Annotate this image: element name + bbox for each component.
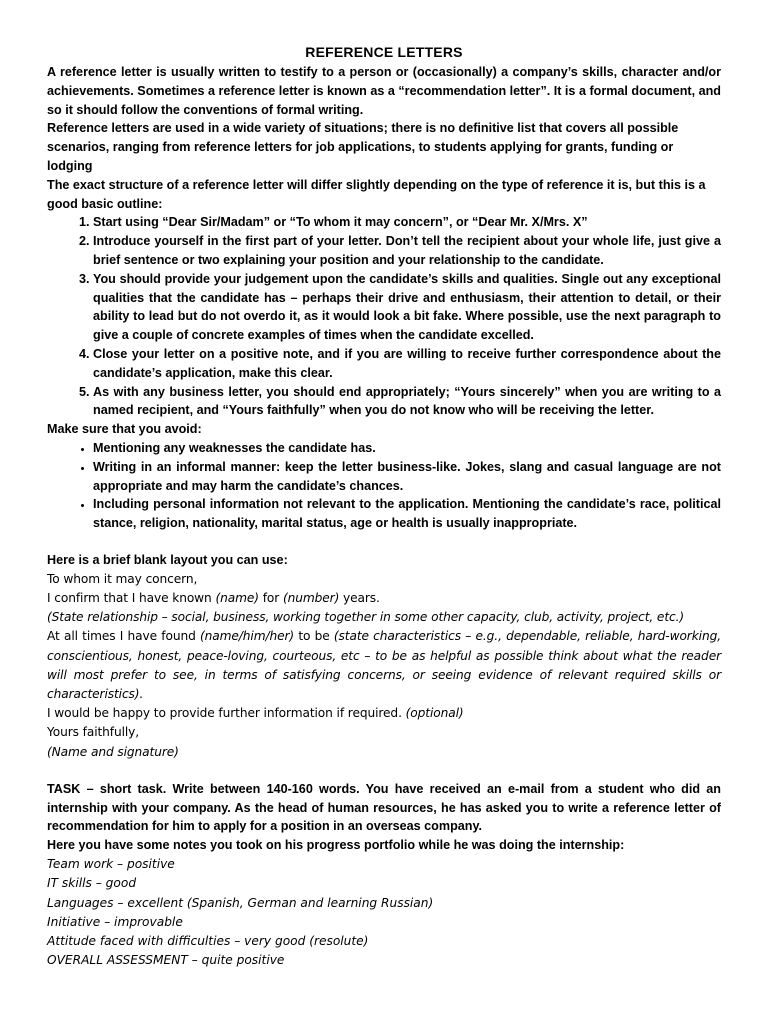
intro-paragraph: The exact structure of a reference letter will differ slightly depending on the type of reference it is, but this is a good basic outline: — [47, 177, 706, 211]
layout-signature: (Name and signature) — [47, 744, 179, 759]
note-item: Languages – excellent (Spanish, German and learning Russian) — [47, 895, 434, 910]
layout-relationship: (State relationship – social, business, working together in some other capacity, club, activity, project, etc.) — [47, 610, 685, 625]
avoid-item: • Including personal information not relevant to the application. Mentioning the candidate’s race, political stance, religion, nationality, marital status, age or health is usually inappropriate. — [93, 495, 721, 533]
letter-layout — [47, 570, 721, 762]
avoid-heading: Make sure that you avoid: — [47, 422, 202, 437]
layout-found-line: At all times I have found (name/him/her) to be (state characteristics – e.g., dependable, reliable, hard-working, conscientious, honest, peace-loving, courteous, etc – to be as helpful as possible think about what the reader will most prefer to see, in terms of satisfying concerns, or seeing evidence of relevant required skills or characteristics). — [47, 629, 721, 701]
optional-placeholder: (optional) — [405, 706, 464, 721]
task-description: TASK – short task. Write between 140-160 words. You have received an e-mail from a student who did an internship with your company. As the head of human resources, he has asked you to write a reference letter of recommendation for him to apply for a position in an overseas company. — [47, 781, 721, 834]
task-notes-intro: Here you have some notes you took on his progress portfolio while he was doing the internship: — [47, 838, 625, 853]
outline-item: 4. Close your letter on a positive note, and if you are willing to receive further correspondence about the candidate’s application, make this clear. — [93, 345, 721, 383]
intro-paragraph: Reference letters are used in a wide variety of situations; there is no definitive list that covers all possible scenarios, ranging from reference letters for job applications, to students applying for grants, funding or lodging — [47, 121, 679, 173]
outline-item: 1. Start using “Dear Sir/Madam” or “To whom it may concern”, or “Dear Mr. X/Mrs. X” — [93, 213, 721, 232]
layout-further-line: I would be happy to provide further information if required. (optional) — [47, 706, 464, 721]
task-section — [47, 780, 721, 855]
layout-confirm-line: I confirm that I have known (name) for (number) years. — [47, 590, 380, 605]
layout-greeting: To whom it may concern, — [47, 571, 198, 586]
note-item: Team work – positive — [47, 856, 175, 871]
name-placeholder: (name) — [215, 590, 259, 605]
note-item: IT skills – good — [47, 876, 137, 891]
characteristics-placeholder: (state characteristics – e.g., dependable, reliable, hard-working, conscientious, honest, peace-loving, courteous, etc – to be as helpful as possible think about what the reader will most prefer to see, in terms of satisfying concerns, or seeing evidence of relevant required skills or characteristics). — [47, 629, 721, 701]
note-item: OVERALL ASSESSMENT – quite positive — [47, 953, 285, 968]
number-placeholder: (number) — [282, 590, 340, 605]
section-spacer — [47, 762, 721, 780]
outline-item: 3. You should provide your judgement upon the candidate’s skills and qualities. Single out any exceptional qualities that the candidate has – perhaps their drive and enthusiasm, their attention to detail, or their ability to lead but do not overdo it, as it would look a bit fake. Where possible, use the next paragraph to give a couple of concrete examples of times when the candidate excelled. — [93, 270, 721, 345]
document-page — [47, 42, 721, 971]
page-title: REFERENCE LETTERS — [305, 44, 463, 60]
note-item: Attitude faced with difficulties – very good (resolute) — [47, 934, 369, 949]
layout-heading: Here is a brief blank layout you can use: — [47, 552, 288, 567]
avoid-list — [47, 439, 721, 533]
avoid-item: • Mentioning any weaknesses the candidate has. — [93, 439, 721, 458]
outline-item: 2. Introduce yourself in the first part of your letter. Don’t tell the recipient about your whole life, just give a brief sentence or two explaining your position and your relationship to the candidate. — [93, 232, 721, 270]
intro-paragraph: A reference letter is usually written to testify to a person or (occasionally) a company’s skills, character and/or achievements. Sometimes a reference letter is known as a “recommendation letter”. It is a formal document, and so it should follow the conventions of formal writing. — [47, 65, 721, 117]
layout-closing: Yours faithfully, — [47, 725, 140, 740]
outline-item: 5. As with any business letter, you should end appropriately; “Yours sincerely” when you are writing to a named recipient, and “Yours faithfully” when you do not know who will be receiving the letter. — [93, 383, 721, 421]
outline-list — [47, 213, 721, 420]
avoid-item: • Writing in an informal manner: keep the letter business-like. Jokes, slang and casual language are not appropriate and may harm the candidate’s chances. — [93, 458, 721, 496]
notes-list — [47, 855, 721, 971]
pronoun-placeholder: (name/him/her) — [199, 629, 295, 644]
section-spacer — [47, 533, 721, 551]
note-item: Initiative – improvable — [47, 914, 183, 929]
